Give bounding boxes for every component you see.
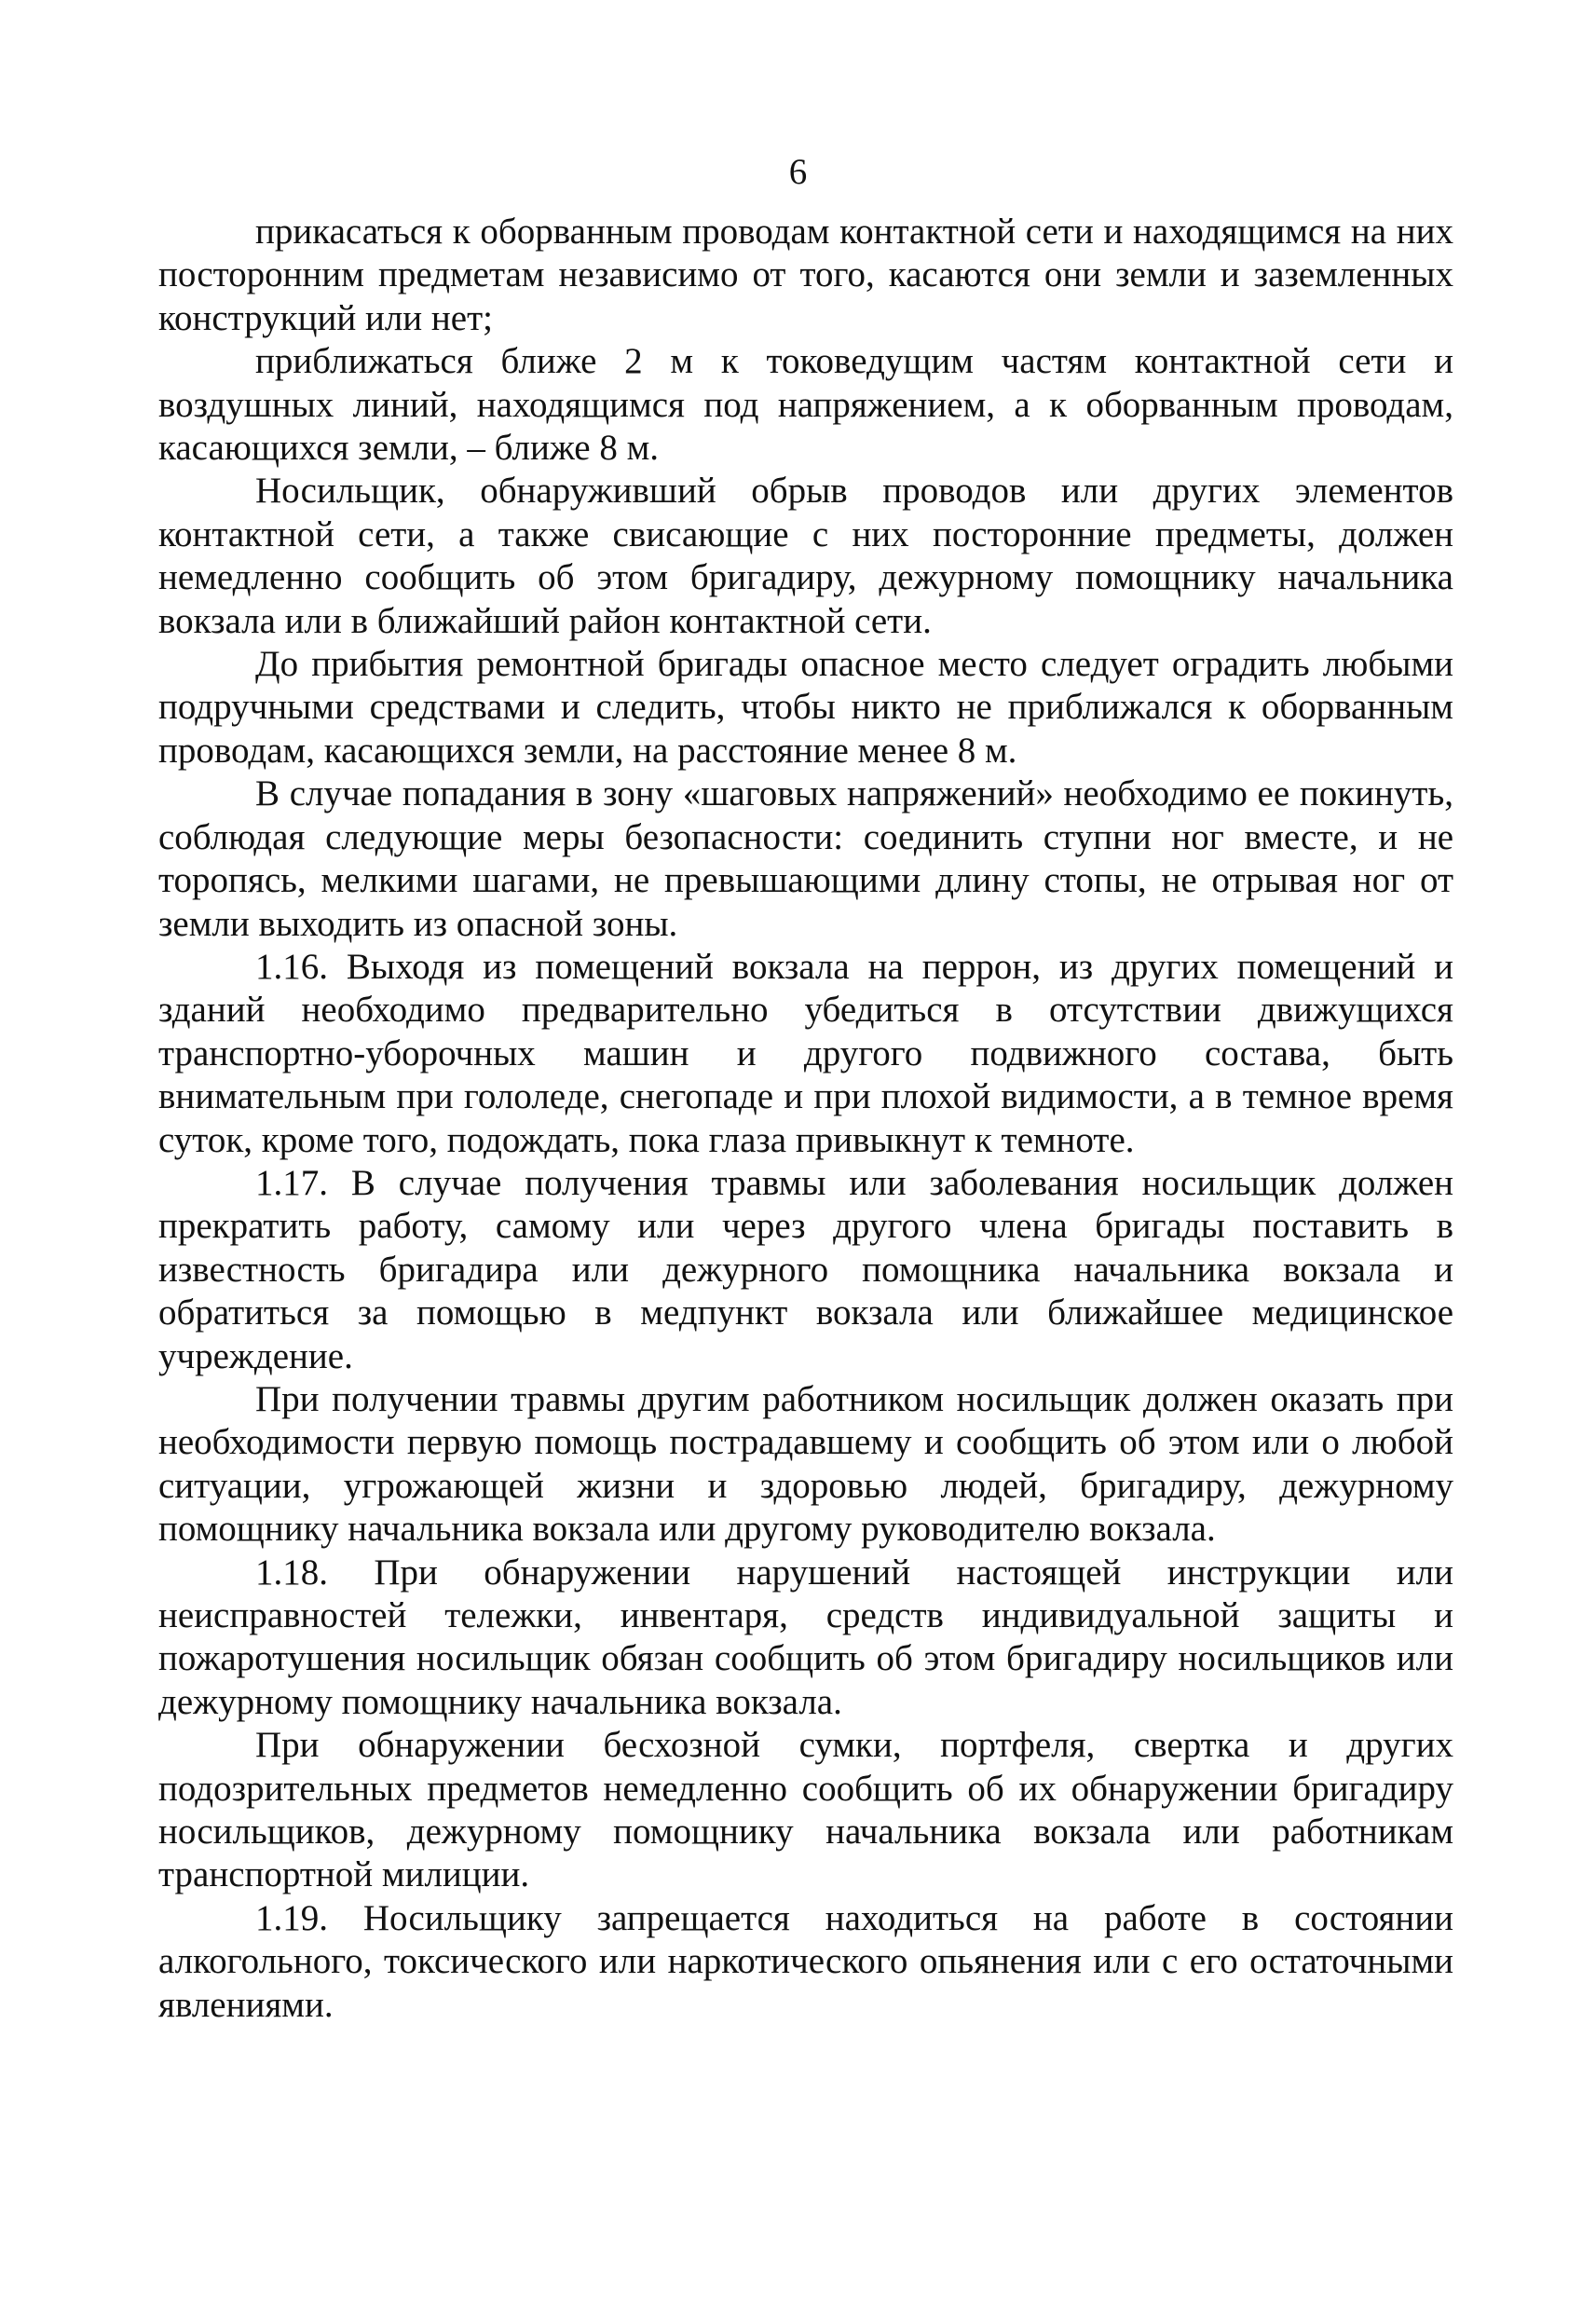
paragraph-fence-danger-zone: До прибытия ремонтной бригады опасное место следует оградить любыми подручными средствами и следить, чтобы никто не приближался к оборванным проводам, касающихся земли, на расстояние менее 8 м. [158, 644, 1453, 771]
paragraph-section-1-19: 1.19. Носильщику запрещается находиться на работе в состоянии алкогольного, токсического или наркотического опьянения или с его остаточными явлениями. [158, 1897, 1453, 2025]
page-number: 6 [788, 152, 808, 192]
paragraph-prohibition-touch-wires: прикасаться к оборванным проводам контактной сети и находящимся на них посторонним предметам независимо от того, касаются они земли и заземленных конструкций или нет; [158, 212, 1453, 338]
paragraph-section-1-18: 1.18. При обнаружении нарушений настоящей инструкции или неисправностей тележки, инвентаря, средств индивидуальной защиты и пожаротушения носильщик обязан сообщить об этом бригадиру носильщиков или дежурному помощнику начальника вокзала. [158, 1552, 1453, 1722]
paragraph-unattended-items: При обнаружении бесхозной сумки, портфеля, свертка и других подозрительных предметов немедленно сообщить об их обнаружении бригадиру носильщиков, дежурному помощнику начальника вокзала или работникам транспортной милиции. [158, 1725, 1453, 1895]
paragraph-first-aid: При получении травмы другим работником носильщик должен оказать при необходимости первую помощь пострадавшему и сообщить об этом или о любой ситуации, угрожающей жизни и здоровью людей, бригадиру, дежурному помощнику начальника вокзала или другому руководителю вокзала. [158, 1378, 1453, 1550]
paragraph-section-1-16: 1.16. Выходя из помещений вокзала на перрон, из других помещений и зданий необходимо предварительно убедиться в отсутствии движущихся транспортно-уборочных машин и другого подвижного состава, быть внимательным при гололеде, снегопаде и при плохой видимости, а в темное время суток, кроме того, подождать, пока глаза привыкнут к темноте. [158, 946, 1453, 1160]
paragraph-section-1-17: 1.17. В случае получения травмы или заболевания носильщик должен прекратить работу, самому или через другого члена бригады поставить в известность бригадира или дежурного помощника начальника вокзала и обратиться за помощью в медпункт вокзала или ближайшее медицинское учреждение. [158, 1162, 1453, 1376]
paragraph-step-voltage: В случае попадания в зону «шаговых напряжений» необходимо ее покинуть, соблюдая следующие меры безопасности: соединить ступни ног вместе, и не торопясь, мелкими шагами, не превышающими длину стопы, не отрывая ног от земли выходить из опасной зоны. [158, 773, 1453, 944]
document-body [158, 211, 1453, 2027]
paragraph-prohibition-approach-live-parts: приближаться ближе 2 м к токоведущим частям контактной сети и воздушных линий, находящимся под напряжением, а к оборванным проводам, касающихся земли, – ближе 8 м. [158, 341, 1453, 469]
paragraph-report-wire-break: Носильщик, обнаруживший обрыв проводов или других элементов контактной сети, а также свисающие с них посторонние предметы, должен немедленно сообщить об этом бригадиру, дежурному помощнику начальника вокзала или в ближайший район контактной сети. [158, 471, 1453, 641]
